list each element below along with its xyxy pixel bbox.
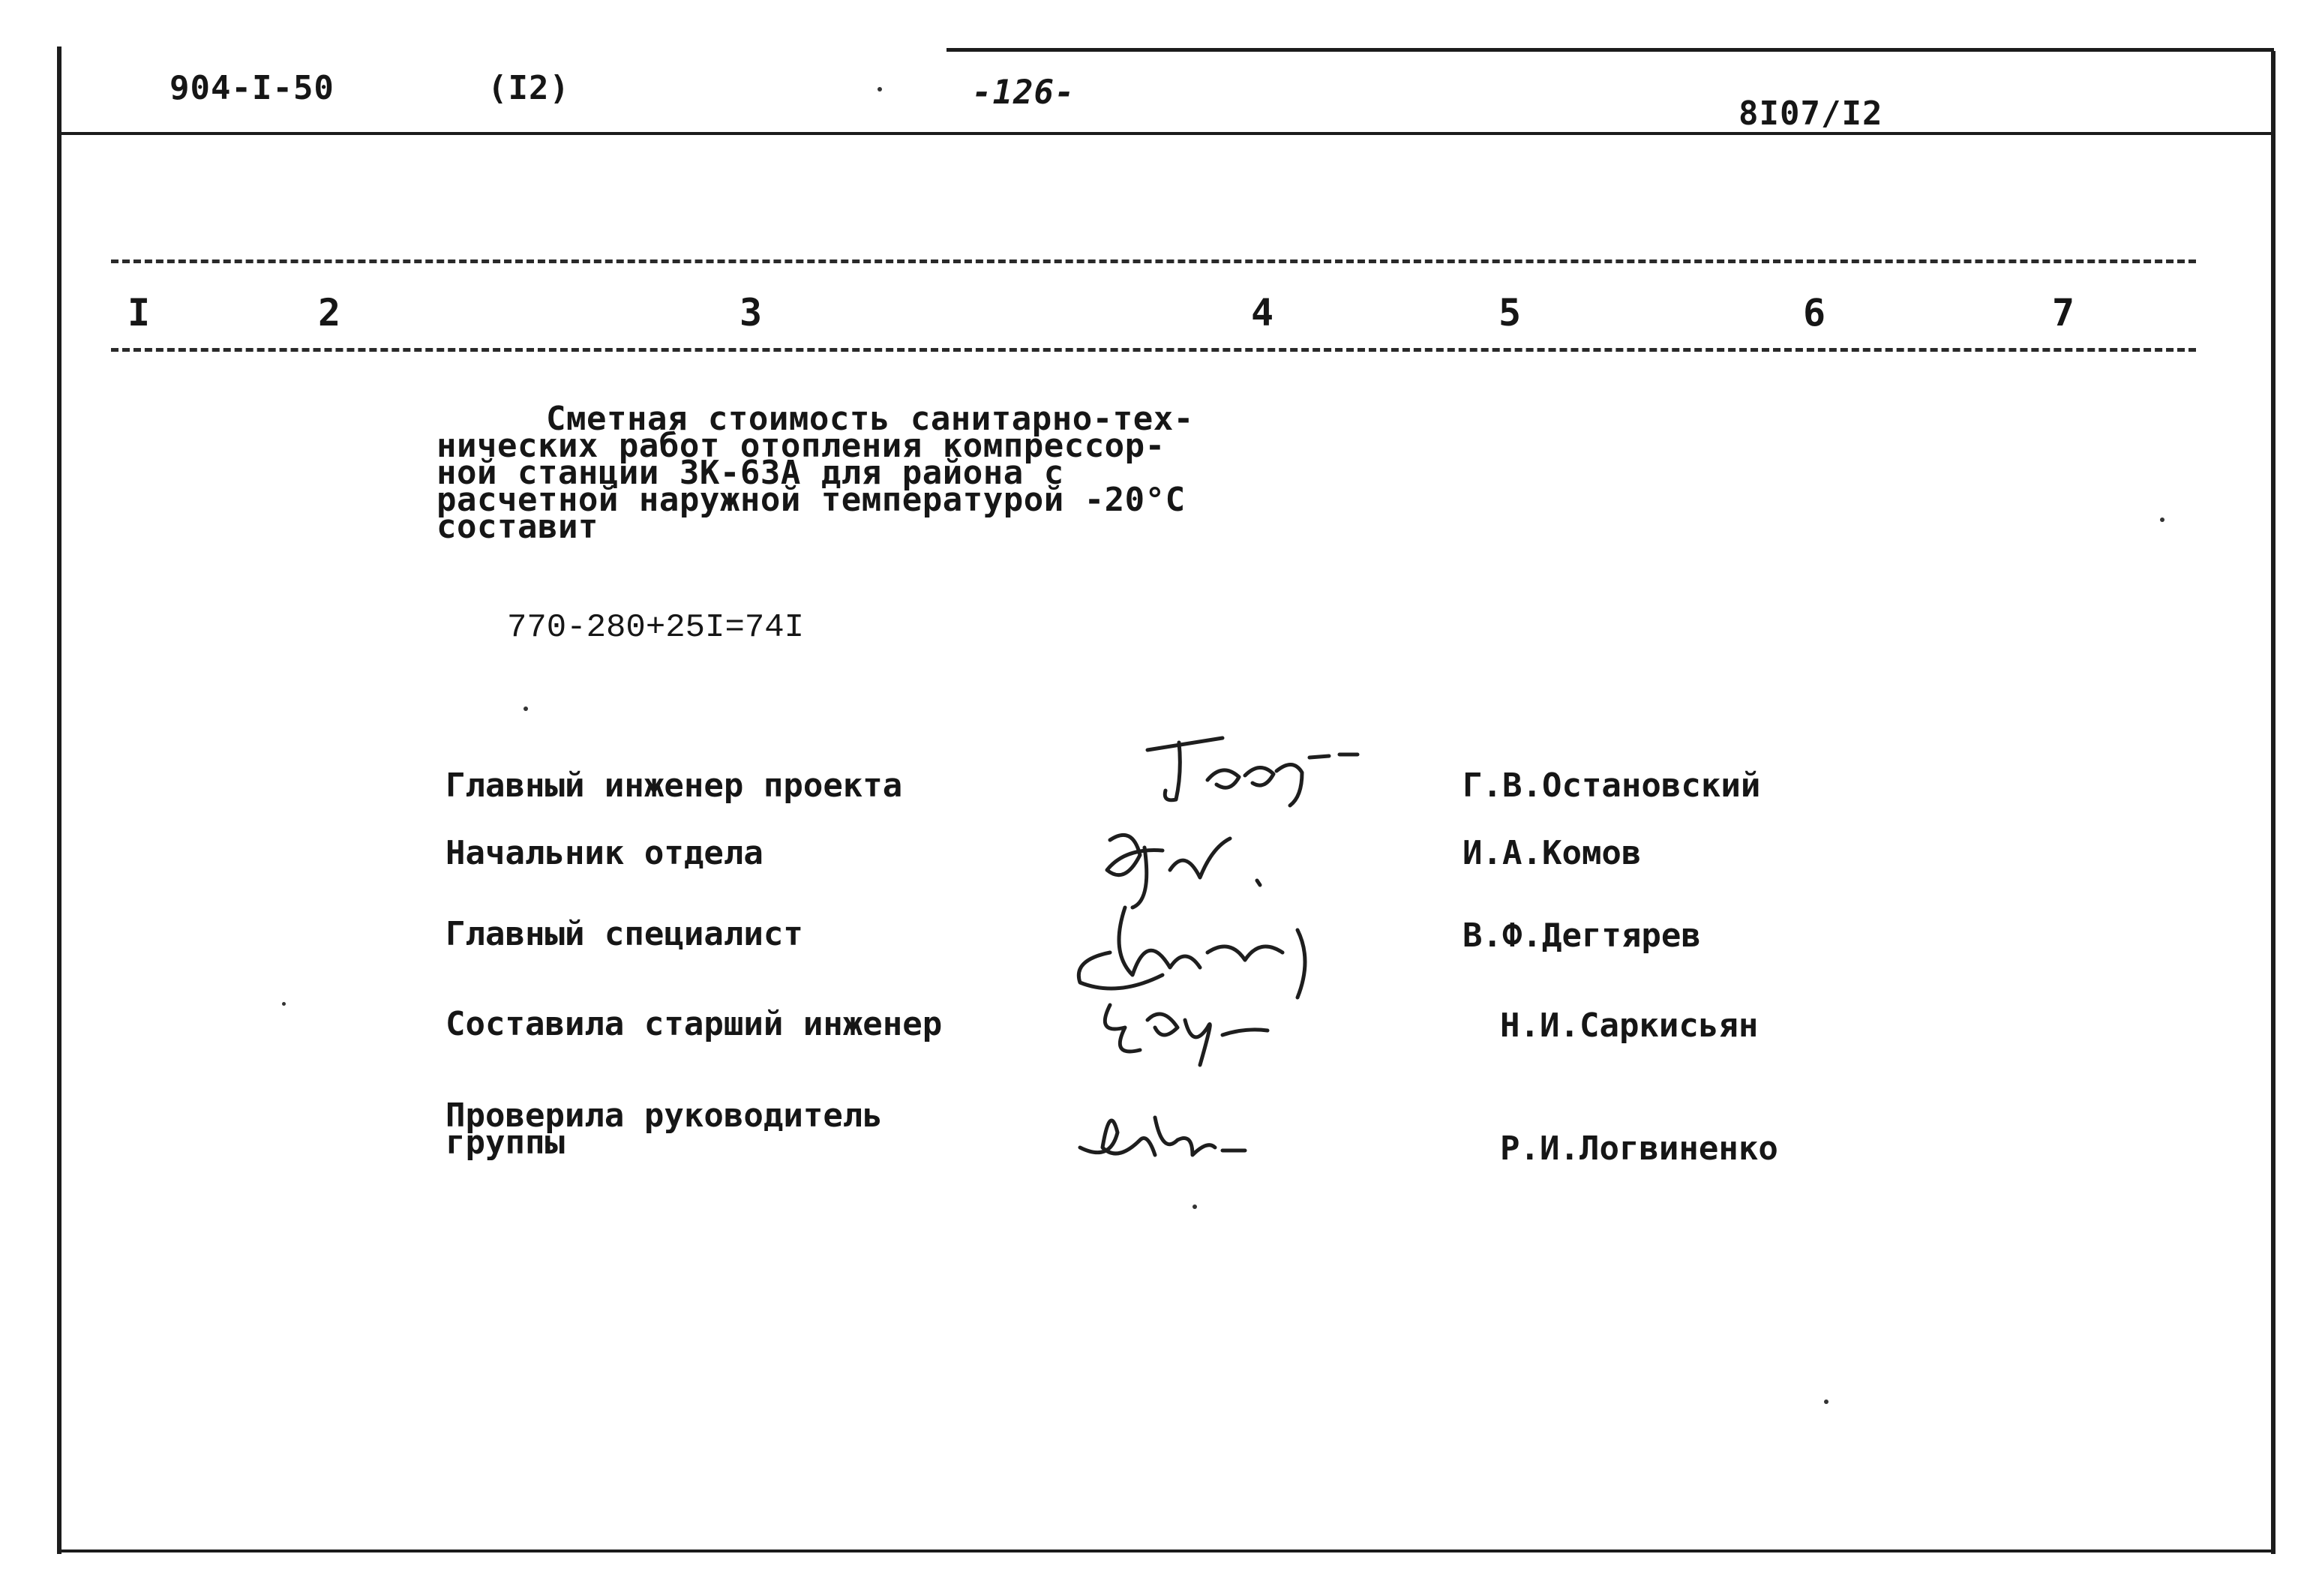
estimate-line: ной станции ЗК-63А для района с xyxy=(436,454,1064,492)
scan-speck xyxy=(524,706,528,711)
handwritten-signature xyxy=(1132,728,1372,810)
frame-left xyxy=(57,46,62,1554)
signatory-name: В.Ф.Дегтярев xyxy=(1462,916,1701,955)
scan-speck xyxy=(878,87,882,92)
frame-right xyxy=(2271,51,2276,1554)
sheet-code: 8I07/I2 xyxy=(1738,94,1883,133)
column-number: 2 xyxy=(318,291,341,334)
scan-speck xyxy=(1192,1204,1197,1209)
column-number: 7 xyxy=(2052,291,2075,334)
column-number: 6 xyxy=(1803,291,1826,334)
signatory-name: И.А.Комов xyxy=(1462,834,1642,872)
estimate-line: Сметная стоимость санитарно-тех- xyxy=(546,400,1194,438)
signatory-role: Главный специалист xyxy=(446,915,803,953)
scan-speck xyxy=(2160,518,2164,522)
estimate-line: нических работ отопления компрессор- xyxy=(436,427,1166,465)
estimate-line: составит xyxy=(436,508,598,546)
signatory-name: Г.В.Остановский xyxy=(1462,766,1761,805)
page-number: -126- xyxy=(972,74,1076,112)
column-rule-bottom xyxy=(111,348,2196,352)
frame-top xyxy=(946,48,2274,52)
scan-speck xyxy=(1824,1400,1828,1404)
signatory-role: группы xyxy=(446,1124,565,1162)
signatory-role: Проверила руководитель xyxy=(446,1096,883,1135)
album-number: (I2) xyxy=(488,69,570,107)
signatory-role: Начальник отдела xyxy=(446,834,764,872)
signatory-name: Р.И.Логвиненко xyxy=(1500,1130,1778,1168)
column-number: 4 xyxy=(1251,291,1274,334)
column-number: I xyxy=(128,291,151,334)
frame-bottom xyxy=(60,1550,2272,1552)
designation: 904-I-50 xyxy=(170,69,334,107)
signatory-role: Составила старший инженер xyxy=(446,1005,943,1043)
estimate-line: расчетной наружной температурой -20°С xyxy=(436,481,1186,519)
frame-header-rule xyxy=(60,132,2272,135)
signatory-role: Главный инженер проекта xyxy=(446,766,903,805)
signatory-name: Н.И.Саркисьян xyxy=(1500,1006,1759,1045)
column-number: 3 xyxy=(740,291,763,334)
column-number: 5 xyxy=(1498,291,1522,334)
column-rule-top xyxy=(111,260,2196,263)
handwritten-signature xyxy=(1065,1088,1260,1170)
scan-speck xyxy=(282,1002,286,1006)
estimate-formula: 770-280+25I=74I xyxy=(507,609,805,646)
handwritten-signature xyxy=(1080,982,1290,1080)
